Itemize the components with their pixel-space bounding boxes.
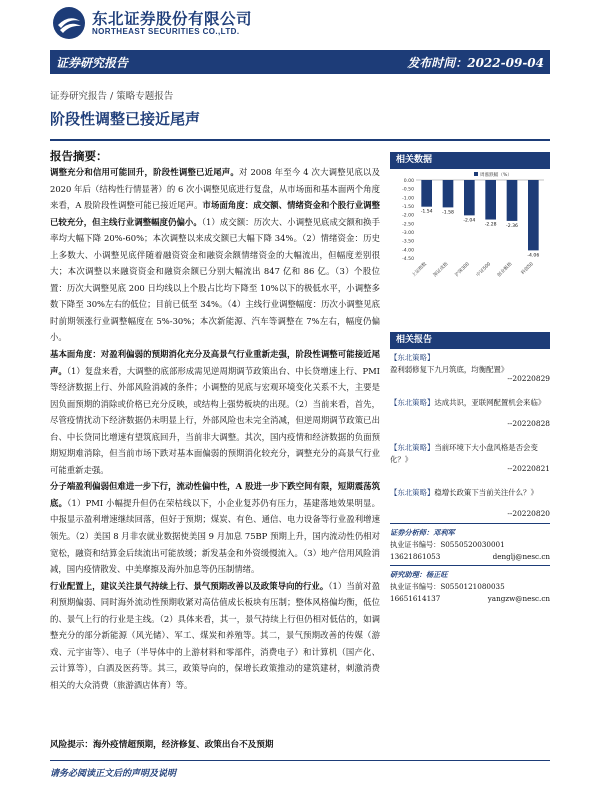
bar bbox=[464, 180, 475, 215]
footer-divider bbox=[50, 760, 550, 761]
report-date: --20220829 bbox=[507, 374, 550, 383]
y-tick-label: -3.00 bbox=[402, 231, 414, 236]
y-tick-label: -4.00 bbox=[402, 248, 414, 254]
report-title: 盈利弱修复下九月筑底，均衡配置》 bbox=[390, 365, 509, 374]
divider bbox=[390, 523, 550, 524]
related-data-header: 相关数据 bbox=[390, 152, 550, 169]
summary-body bbox=[50, 164, 380, 694]
assistant-name: 研究助理：杨正旺 bbox=[390, 570, 448, 580]
summary-text: 对 2008 年至今 4 次大调整见底以及 2020 年后（结构性行情显著）的 6 次小调整见底进行复盘，从市场面和基本面两个角度来看，A 股阶段性调整可能已接近尾声。 bbox=[50, 167, 380, 211]
x-tick-label: 中证500 bbox=[475, 261, 493, 278]
summary-lead: 调整充分和信用可能回升，阶段性调整已近尾声。 bbox=[50, 167, 239, 177]
data-label: -2.04 bbox=[463, 218, 476, 224]
title-divider bbox=[50, 139, 550, 141]
weekly-change-chart bbox=[390, 170, 550, 278]
publish-date: 发布时间：2022-09-04 bbox=[407, 56, 544, 70]
legend-swatch bbox=[474, 172, 478, 176]
summary-paragraph bbox=[50, 578, 380, 694]
data-label: -1.58 bbox=[442, 210, 454, 216]
summary-text: （1）PMI 小幅提升但仍在荣枯线以下，小企业复苏仍有压力，基建落地效果明显。中报显示盈利增速继续回落，但好于预期；煤炭、有色、通信、电力设备等行业盈利增速领先。（2）美国 8 月非农就业数据使美国 9 月加息 75BP 预期上升，国内流动性仍相对宽松，融资和结算金后续流出可能放缓；新发基金和外资缓慢流入。（3）地产信用风险消减，国内疫情散发、中美摩擦及海外加息等仍压制情绪。 bbox=[50, 497, 381, 575]
summary-lead: 市场面角度：成交额、情绪资金和个股行业调整已较充分，但主线行业调整幅度仍偏小。 bbox=[50, 200, 381, 227]
brand-name-en: NORTHEAST SECURITIES CO.,LTD. bbox=[92, 27, 240, 36]
summary-paragraph bbox=[50, 346, 380, 478]
y-tick-label: -3.50 bbox=[402, 239, 414, 245]
footer-disclaimer: 请务必阅读正文后的声明及说明 bbox=[50, 769, 177, 779]
data-label: -4.06 bbox=[527, 253, 540, 259]
related-reports-header: 相关报告 bbox=[390, 332, 550, 349]
y-tick-label: 0.00 bbox=[403, 179, 414, 184]
report-date: --20220821 bbox=[507, 464, 550, 473]
report-tag: 【东北策略】 bbox=[390, 398, 435, 407]
y-tick-label: -1.50 bbox=[402, 205, 414, 210]
analyst-cert: 执业证书编号：S0550520030001 bbox=[390, 539, 505, 549]
brand-name-cn: 东北证券股份有限公司 bbox=[92, 10, 253, 28]
y-tick-label: -2.50 bbox=[402, 222, 414, 228]
report-item[interactable] bbox=[390, 352, 550, 397]
data-label: -2.28 bbox=[484, 222, 497, 228]
breadcrumb: 证券研究报告 / 策略专题报告 bbox=[50, 91, 174, 102]
report-type-label: 证券研究报告 bbox=[56, 56, 129, 70]
summary-heading: 报告摘要： bbox=[50, 149, 108, 163]
assistant-phone: 16651614137 bbox=[390, 593, 441, 603]
summary-text: （1）当前对盈利预期偏弱、同时海外流动性预期收紧对高估值成长板块有压制；整体风格偏均衡，低位的、景气上行的行业是主线。（2）具体来看，其一，景气持续上行但仍相对低估的，如调整充分的部分新能源（风光储）、军工、煤炭和养殖等。其二，景气预期改善的传媒（游戏、元宇宙等）、电子（半导体中的上游材料和零部件，消费电子）和计算机（国产化、云计算等），白酒及医药等。其三，政策导向的，保增长政策推动的建筑建材，刺激消费相关的大众消费（旅游酒店体育）等。 bbox=[50, 580, 380, 690]
assistant-email[interactable]: yangzw@nesc.cn bbox=[487, 593, 550, 603]
x-tick-label: 深证成指 bbox=[432, 261, 450, 278]
summary-lead: 基本面角度：对盈利偏弱的预期消化充分及高景气行业重新走强，阶段性调整可能接近尾声。 bbox=[50, 349, 380, 376]
report-item[interactable] bbox=[390, 442, 550, 487]
y-tick-label: -1.00 bbox=[402, 196, 414, 202]
analyst-name: 证券分析师：邓利军 bbox=[390, 528, 455, 537]
y-tick-label: -0.50 bbox=[402, 187, 414, 193]
legend-label: 周涨跌幅（%） bbox=[480, 172, 512, 178]
bar bbox=[485, 180, 496, 220]
divider bbox=[390, 565, 550, 566]
page-title: 阶段性调整已接近尾声 bbox=[50, 110, 201, 128]
y-tick-label: -2.00 bbox=[402, 213, 414, 219]
summary-paragraph bbox=[50, 164, 380, 346]
bar bbox=[421, 180, 432, 207]
assistant-cert: 执业证书编号：S0550121080035 bbox=[390, 582, 505, 592]
chart-svg bbox=[390, 170, 550, 278]
header-bar bbox=[50, 50, 550, 74]
related-reports-list bbox=[390, 352, 550, 532]
risk-warning: 风险提示：海外疫情超预期，经济修复、政策出台不及预期 bbox=[50, 740, 274, 750]
report-tag: 【东北策略】 bbox=[390, 488, 435, 497]
report-title: 稳增长政策下当前关注什么？》 bbox=[434, 488, 538, 497]
summary-lead: 分子端盈利偏弱但难进一步下行，流动性偏中性，A 股进一步下跌空间有限，短期震荡筑底。 bbox=[50, 481, 380, 508]
y-tick-label: -4.50 bbox=[402, 257, 414, 262]
report-tag: 【东北策略】 bbox=[390, 353, 435, 362]
summary-text: （1）复盘来看，大调整的底部形成需见逆周期调节政策出台、中长贷增速上行、PMI 等经济数据上行、外部风险消减的条件；小调整的见底与宏观环境变化关系不大，主要是因负面预期的消除或价格已充分反映，或结构上强势板块的出现。（2）当前来看，首先，尽管疫情扰动下经济数据仍未明显上行，外部风险也未完全消减，但逆周期调节政策已出台、中长贷同比增速有望筑底回升，当前非大调整。其次，国内疫情和经济数据的负面预期短期难消除，但当前市场下跌对基本面偏弱的预期消化较充分，调整充分的高景气行业可能重新走强。 bbox=[50, 365, 380, 475]
bar bbox=[507, 180, 518, 221]
data-label: -2.36 bbox=[506, 223, 518, 229]
x-tick-label: 创业板指 bbox=[496, 261, 514, 278]
x-tick-label: 科创50 bbox=[520, 261, 535, 277]
summary-paragraph bbox=[50, 478, 380, 577]
report-date: --20220828 bbox=[507, 419, 550, 428]
bar bbox=[528, 180, 539, 250]
analysts-block bbox=[390, 520, 550, 605]
data-label: -1.54 bbox=[420, 209, 433, 215]
bar bbox=[443, 180, 454, 207]
x-tick-label: 上证指数 bbox=[411, 261, 429, 278]
summary-text: （1）成交额：历次大、小调整见底成交额和换手率均大幅下降 20%-60%；本次调整以来成交额已大幅下降 34%。（2）情绪资金：历史上多数大、小调整见底伴随着融资资金和融资余额情绪资金的大幅流出，但幅度差别很大；本次调整以来融资资金和融资余额已分别大幅流出 847 亿和 86 亿。（3）个股位置：历次大调整见底 200 日均线以上个股占比均下降至 10%以下的极低水平，小调整多数下降至 30%左右的低位；目前已低至 34%。（4）主线行业调整幅度：历次小调整见底时前期领涨行业调整幅度在 5%-30%；本次新能源、汽车等调整在 7%左右，幅度仍偏小。 bbox=[50, 216, 380, 343]
summary-lead: 行业配置上，建议关注景气持续上行、景气预期改善以及政策导向的行业。 bbox=[50, 580, 329, 591]
report-tag: 【东北策略】 bbox=[390, 443, 435, 452]
report-item[interactable] bbox=[390, 397, 550, 442]
report-date: --20220820 bbox=[507, 509, 550, 518]
analyst-phone: 13621861053 bbox=[390, 551, 441, 561]
x-tick-label: 沪深300 bbox=[454, 261, 471, 278]
analyst-email[interactable]: denglj@nesc.cn bbox=[492, 551, 550, 561]
report-title: 当前环境下大小盘风格是否会变化？》 bbox=[390, 443, 538, 464]
report-title: 达成共识，亚联网配置机会来临》 bbox=[434, 398, 546, 407]
company-logo-icon bbox=[52, 6, 86, 40]
